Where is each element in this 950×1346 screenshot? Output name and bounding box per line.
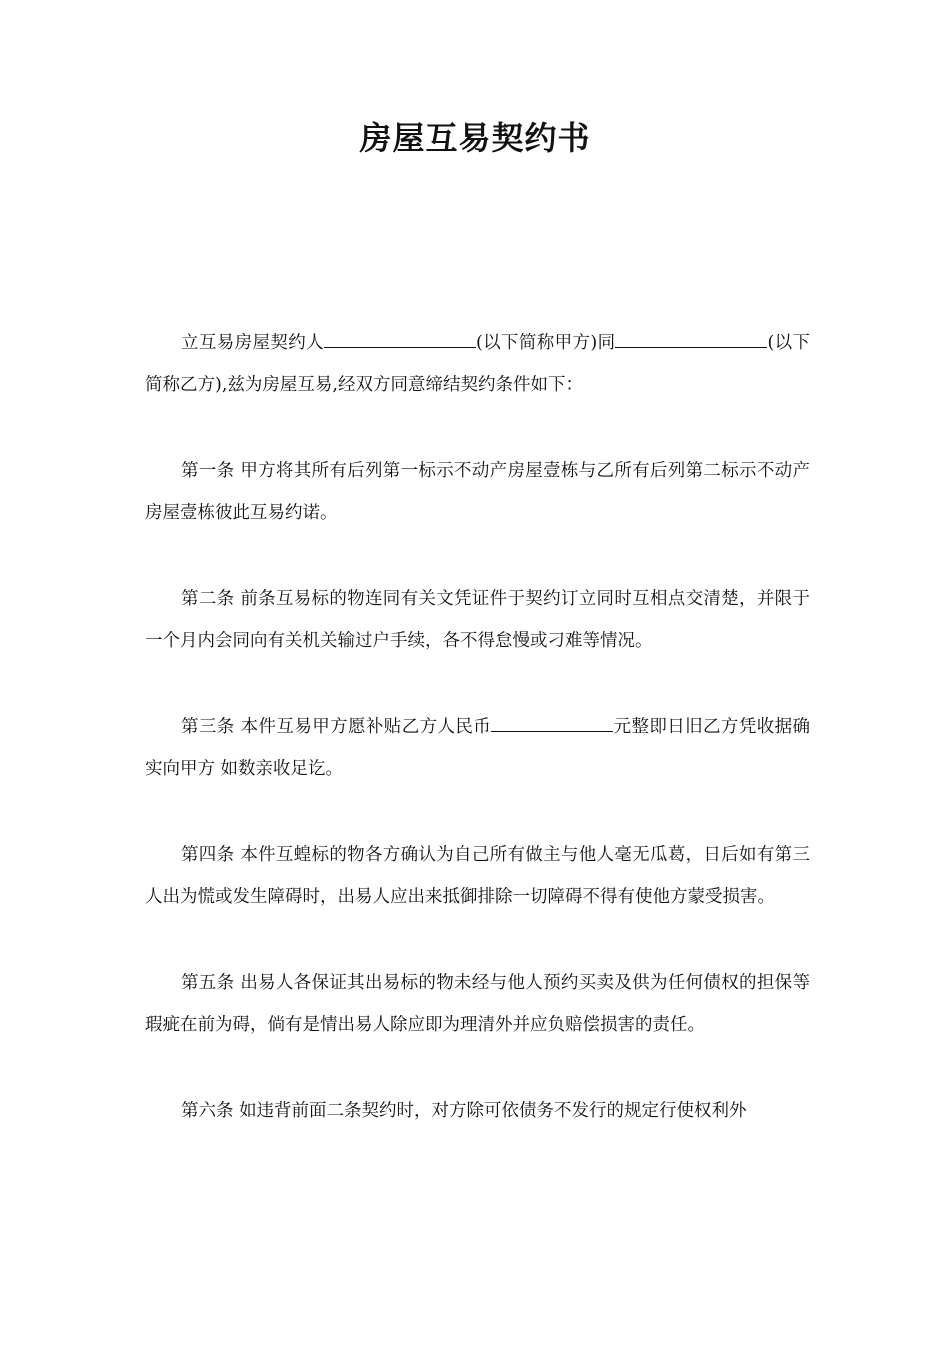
article-4: 第四条 本件互蝗标的物各方确认为自己所有做主与他人毫无瓜葛，日后如有第三人出为慌或发生障碍时，出易人应出来抵御排除一切障碍不得有使他方蒙受损害。 bbox=[145, 845, 810, 907]
preamble-text-3: (以下简称乙方),兹为房屋互易,经双方同意缔结契约条件如下： bbox=[145, 333, 811, 395]
article-1: 第一条 甲方将其所有后列第一标示不动产房屋壹栋与乙所有后列第二标示不动产房屋壹栋彼此互易约诺。 bbox=[145, 461, 810, 523]
amount-blank bbox=[491, 713, 613, 732]
preamble-paragraph bbox=[145, 322, 810, 406]
preamble-text-1: 立互易房屋契约人 bbox=[181, 333, 324, 353]
article-2: 第二条 前条互易标的物连同有关文凭证件于契约订立同时互相点交清楚，并限于一个月内会同向有关机关输过户手续，各不得怠慢或刁难等情况。 bbox=[145, 589, 810, 651]
article-3-text-1: 第三条 本件互易甲方愿补贴乙方人民币 bbox=[181, 717, 492, 737]
document-body bbox=[145, 322, 810, 1176]
article-6: 第六条 如违背前面二条契约时，对方除可依债务不发行的规定行使权利外 bbox=[181, 1101, 747, 1121]
party-b-blank bbox=[615, 329, 767, 348]
article-5: 第五条 出易人各保证其出易标的物未经与他人预约买卖及供为任何债权的担保等瑕疵在前为碍，倘有是情出易人除应即为理清外并应负赔偿损害的责任。 bbox=[145, 973, 810, 1035]
party-a-blank bbox=[324, 329, 476, 348]
article-3-text-2: 元整即日旧乙方凭收据确实向甲方 如数亲收足讫。 bbox=[145, 717, 811, 779]
preamble-text-2: (以下简称甲方)同 bbox=[475, 333, 616, 353]
document-title: 房屋互易契约书 bbox=[359, 119, 591, 157]
article-3 bbox=[145, 706, 810, 790]
